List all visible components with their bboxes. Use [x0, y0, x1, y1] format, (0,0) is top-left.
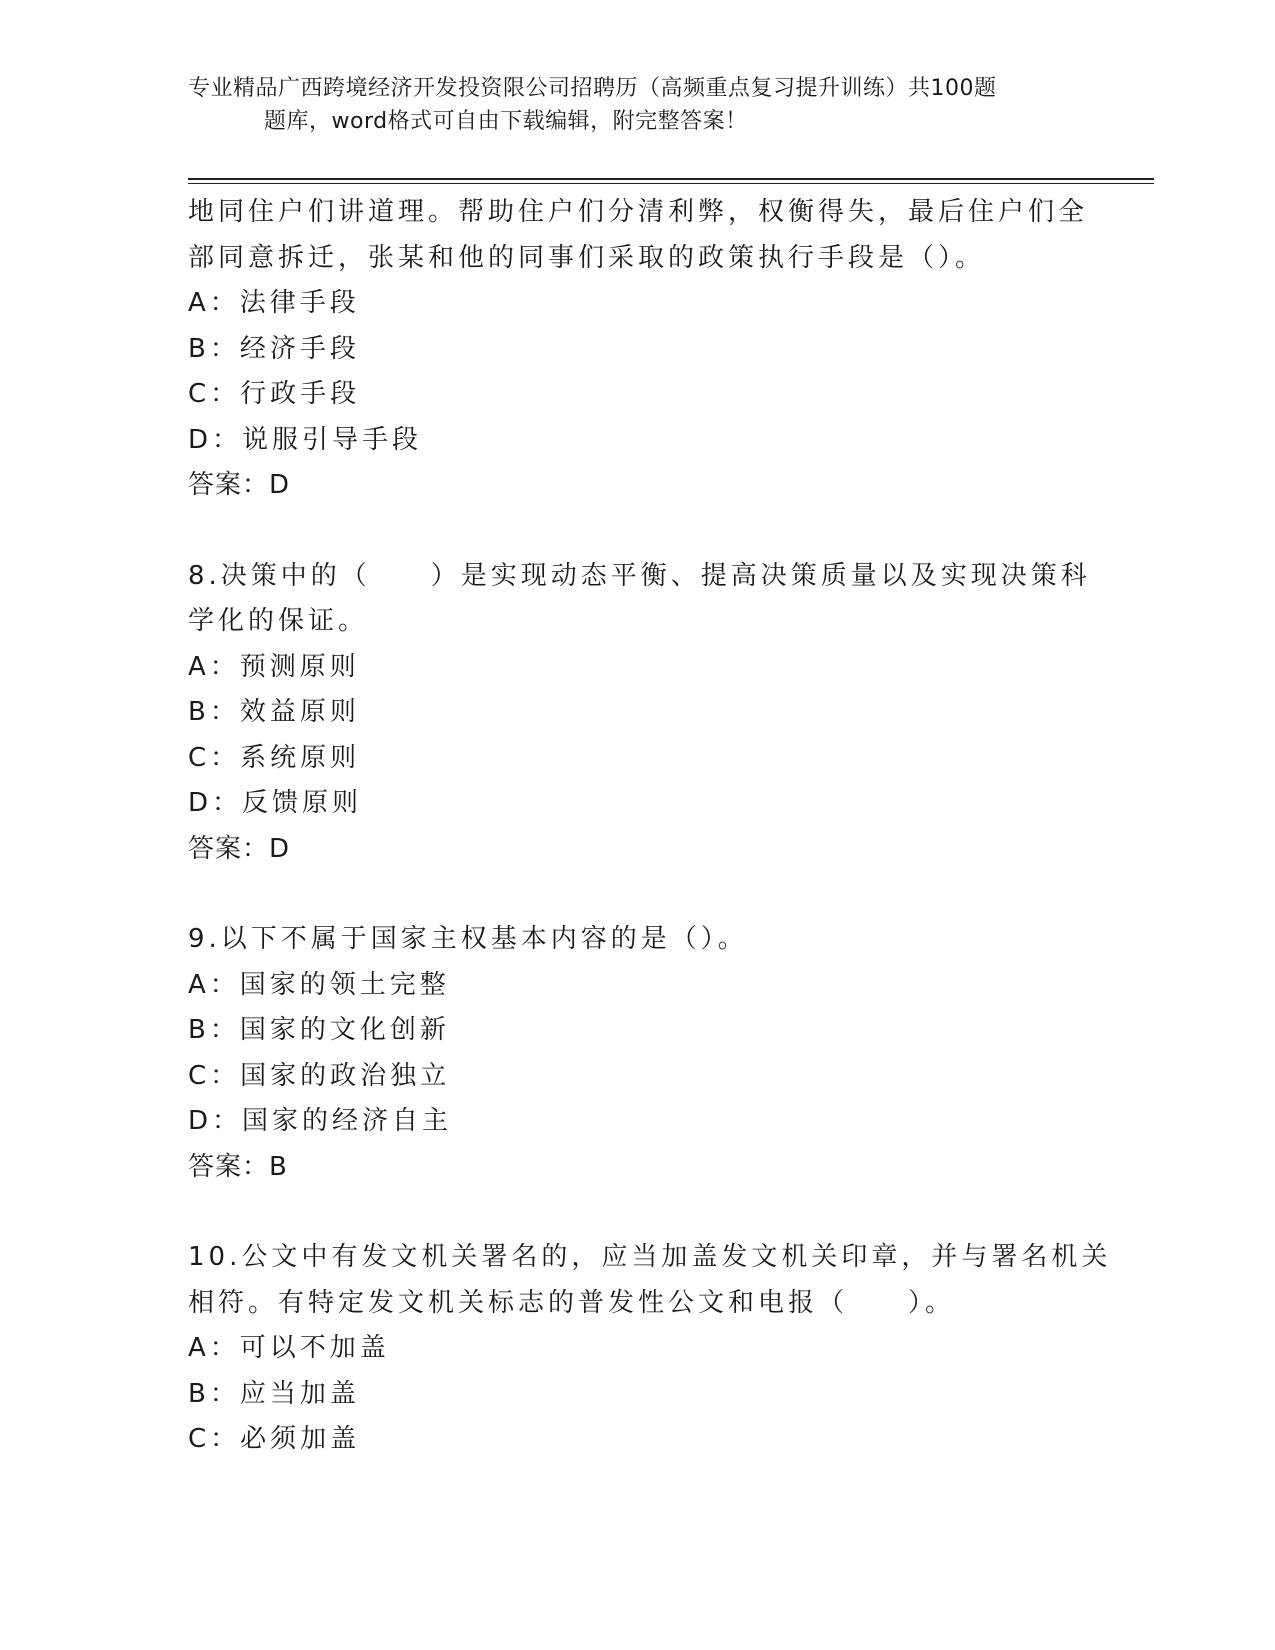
question-7	[188, 190, 1088, 509]
question-stem-line: 学化的保证。	[188, 606, 369, 636]
answer-line: 答案：D	[188, 833, 291, 864]
option-a: A：预测原则	[188, 651, 360, 682]
option-c: C：系统原则	[188, 742, 361, 773]
question-spacer	[188, 509, 1088, 554]
option-c: C：行政手段	[188, 379, 361, 409]
header-title-line1: 专业精品广西跨境经济开发投资限公司招聘历（高频重点复习提升训练）共100题	[188, 76, 997, 101]
question-stem-line: 部同意拆迁，张某和他的同事们采取的政策执行手段是（）。	[188, 242, 986, 273]
header-divider-thin	[188, 183, 1154, 184]
question-stem-line: 地同住户们讲道理。帮助住户们分清利弊，权衡得失，最后住户们全	[188, 197, 1089, 227]
option-a: A：可以不加盖	[188, 1333, 390, 1363]
answer-line: 答案：D	[188, 470, 291, 500]
question-stem-line: 10.公文中有发文机关署名的，应当加盖发文机关印章，并与署名机关	[188, 1242, 1112, 1272]
header-divider-thick	[188, 178, 1154, 180]
option-a: A：法律手段	[188, 288, 360, 318]
question-list	[188, 190, 1112, 1463]
question-10	[188, 1235, 1112, 1463]
document-header	[188, 72, 1088, 138]
option-d: D：国家的经济自主	[188, 1106, 453, 1136]
answer-line: 答案：B	[188, 1151, 288, 1182]
question-stem-line: 相符。有特定发文机关标志的普发性公文和电报（ ）。	[188, 1287, 956, 1318]
question-spacer	[188, 872, 1088, 917]
question-spacer	[188, 1190, 1088, 1235]
question-stem-line: 8.决策中的（ ）是实现动态平衡、提高决策质量以及实现决策科	[188, 560, 1091, 591]
header-title-line2: 题库，word格式可自由下载编辑，附完整答案！	[264, 109, 748, 134]
option-c: C：国家的政治独立	[188, 1060, 451, 1091]
question-stem-line: 9.以下不属于国家主权基本内容的是（）。	[188, 924, 748, 954]
option-b: B：效益原则	[188, 697, 360, 727]
option-c: C：必须加盖	[188, 1424, 361, 1454]
question-9	[188, 917, 1088, 1190]
option-d: D：反馈原则	[188, 788, 363, 818]
option-d: D：说服引导手段	[188, 424, 423, 455]
option-a: A：国家的领土完整	[188, 969, 450, 1000]
option-b: B：应当加盖	[188, 1378, 360, 1409]
question-8	[188, 554, 1091, 873]
option-b: B：经济手段	[188, 333, 360, 364]
option-b: B：国家的文化创新	[188, 1015, 450, 1045]
